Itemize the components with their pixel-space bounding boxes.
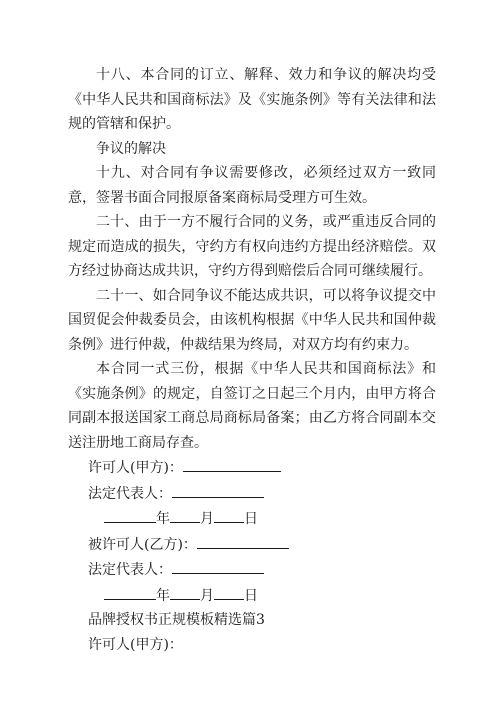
- licensee-signature-line: [68, 532, 436, 558]
- legal-rep-blank[interactable]: [172, 557, 264, 574]
- date-line-1: [68, 506, 436, 532]
- legal-rep-line-1: [68, 481, 436, 507]
- document-body: [68, 63, 436, 657]
- legal-rep-label: 法定代表人：: [88, 485, 172, 502]
- licensor-label-next: 许可人(甲方)：: [88, 636, 183, 653]
- legal-rep-line-2: [68, 557, 436, 583]
- day-label: 日: [244, 587, 258, 604]
- licensor-blank[interactable]: [183, 455, 281, 472]
- licensee-blank[interactable]: [197, 532, 289, 549]
- month-label: 月: [200, 511, 214, 527]
- licensor-signature-line: [68, 455, 436, 481]
- year-label: 年: [156, 587, 170, 604]
- paragraph-copies: 本合同一式三份，根据《中华人民共和国商标法》和《实施条例》的规定，自签订之日起三个月内，由甲方将合同副本报送国家工商总局商标局备案；由乙方将合同副本交送注册地工商局存查。: [68, 361, 436, 451]
- licensee-label: 被许可人(乙方)：: [88, 536, 197, 553]
- section-heading-dispute: 争议的解决: [96, 140, 166, 157]
- day-blank[interactable]: [214, 583, 244, 600]
- year-blank[interactable]: [104, 583, 156, 600]
- next-section-title: 品牌授权书正规模板精选篇3: [88, 612, 265, 628]
- legal-rep-label: 法定代表人：: [88, 562, 172, 578]
- month-blank[interactable]: [170, 506, 200, 523]
- paragraph-article-18: 十八、本合同的订立、解释、效力和争议的解决均受《中华人民共和国商标法》及《实施条例》等有关法律和法规的管辖和保护。: [68, 67, 436, 132]
- month-label: 月: [200, 587, 214, 604]
- paragraph-article-20: 二十、由于一方不履行合同的义务，或严重违反合同的规定而造成的损失，守约方有权向违约方提出经济赔偿。双方经过协商达成共识，守约方得到赔偿后合同可继续履行。: [68, 214, 436, 279]
- day-label: 日: [244, 511, 258, 527]
- year-label: 年: [156, 511, 170, 527]
- licensor-label: 许可人(甲方)：: [88, 460, 183, 476]
- legal-rep-blank[interactable]: [172, 481, 264, 498]
- month-blank[interactable]: [170, 583, 200, 600]
- day-blank[interactable]: [214, 506, 244, 523]
- paragraph-article-19: 十九、对合同有争议需要修改，必须经过双方一致同意，签署书面合同报原备案商标局受理方可生效。: [68, 165, 436, 206]
- paragraph-article-21: 二十一、如合同争议不能达成共识，可以将争议提交中国贸促会仲裁委员会，由该机构根据《中华人民共和国仲裁条例》进行仲裁，仲裁结果为终局，对双方均有约束力。: [68, 287, 436, 353]
- year-blank[interactable]: [104, 506, 156, 523]
- date-line-2: [68, 583, 436, 609]
